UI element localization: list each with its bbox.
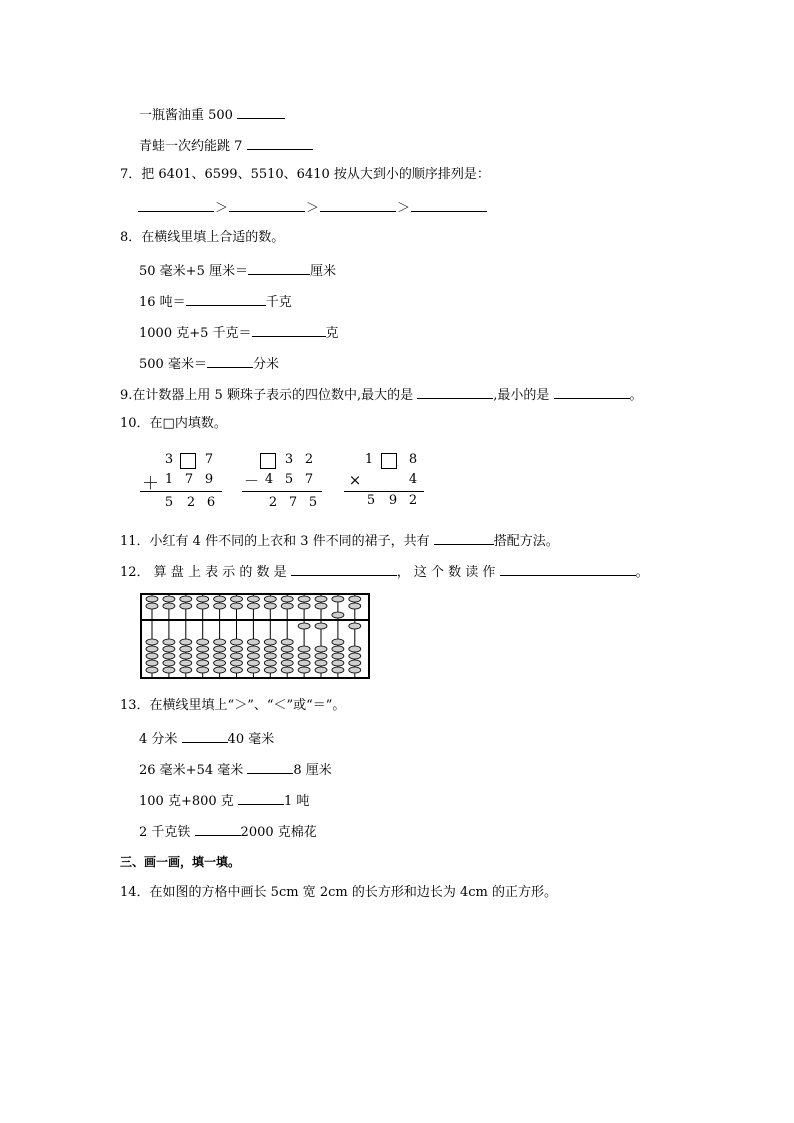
abacus-bead (349, 660, 361, 666)
abacus-bead (247, 653, 259, 659)
abacus-bead (332, 596, 344, 602)
abacus-bead (197, 639, 209, 645)
abacus-bead (180, 667, 192, 673)
abacus-bead (163, 667, 175, 673)
abacus-bead (264, 667, 276, 673)
abacus-bead (197, 653, 209, 659)
digit: 1 (164, 472, 174, 487)
abacus-bead (298, 596, 310, 602)
blank-q7-4[interactable] (411, 197, 487, 212)
blank-q7-3[interactable] (320, 197, 396, 212)
arith-problem-1 (140, 452, 230, 514)
abacus-bead (315, 646, 327, 652)
digit: 2 (268, 495, 278, 510)
abacus-bead (146, 639, 158, 645)
digit: 4 (264, 472, 274, 487)
abacus-bead (315, 660, 327, 666)
section-3-heading: 三、画一画，填一填。 (120, 855, 241, 869)
abacus-bead (231, 646, 243, 652)
abacus-bead (197, 667, 209, 673)
question-11: 11．小红有 4 件不同的上衣和 3 件不同的裙子，共有 搭配方法。 (120, 530, 559, 551)
abacus-bead (247, 646, 259, 652)
digit: 8 (408, 452, 418, 467)
q13-c: 100 克+800 克 1 吨 (139, 790, 309, 811)
blank-q13-d[interactable] (195, 821, 241, 836)
digit: 7 (304, 472, 314, 487)
difference-line (242, 491, 322, 492)
fill-box[interactable] (180, 453, 196, 469)
abacus-bead (264, 646, 276, 652)
fill-box[interactable] (260, 453, 276, 469)
blank-q13-a[interactable] (182, 728, 228, 743)
abacus-bead (214, 596, 226, 602)
abacus-bead (332, 653, 344, 659)
abacus-bead (197, 596, 209, 602)
multiply-sign: × (348, 471, 362, 489)
digit: 1 (364, 452, 374, 467)
abacus-bead (146, 646, 158, 652)
abacus-bead (281, 660, 293, 666)
abacus-bead (214, 660, 226, 666)
abacus-bead (231, 603, 243, 609)
abacus-bead (281, 653, 293, 659)
blank-q8-d[interactable] (207, 353, 253, 368)
blank-q11[interactable] (434, 530, 494, 545)
question-9: 9.在计数器上用 5 颗珠子表示的四位数中,最大的是 ,最小的是 。 (120, 384, 643, 405)
abacus-bead (349, 603, 361, 609)
question-8: 8．在横线里填上合适的数。 (120, 230, 285, 245)
blank-q7-1[interactable] (138, 197, 214, 212)
abacus-bead (214, 667, 226, 673)
abacus-bead (163, 653, 175, 659)
blank-q13-c[interactable] (238, 790, 284, 805)
abacus-bead (332, 639, 344, 645)
abacus-bead (197, 603, 209, 609)
line-soy-sauce: 一瓶酱油重 500 (139, 104, 285, 125)
blank-q7-2[interactable] (229, 197, 305, 212)
abacus-bead (163, 596, 175, 602)
blank-q9-max[interactable] (417, 384, 493, 399)
abacus-bead (298, 667, 310, 673)
digit: 9 (204, 472, 214, 487)
digit: 7 (184, 472, 194, 487)
digit: 5 (164, 495, 174, 510)
abacus-bead (264, 639, 276, 645)
plus-sign: ＋ (142, 474, 159, 494)
abacus-bead (247, 596, 259, 602)
blank-q12-reading[interactable] (500, 561, 636, 576)
digit: 7 (288, 495, 298, 510)
arith-problem-3 (344, 452, 434, 514)
abacus-bead (231, 639, 243, 645)
digit: 5 (308, 495, 318, 510)
abacus-bead (180, 603, 192, 609)
q7-order-line: ＞ ＞ ＞ (138, 197, 487, 218)
minus-sign: － (244, 472, 260, 490)
abacus-bead (214, 646, 226, 652)
q13-a: 4 分米 40 毫米 (139, 728, 274, 749)
abacus-bead (315, 603, 327, 609)
digit: 2 (304, 452, 314, 467)
abacus-bead (349, 653, 361, 659)
digit: 7 (204, 452, 214, 467)
abacus-bead (281, 596, 293, 602)
abacus-bead (349, 667, 361, 673)
abacus-bead (247, 603, 259, 609)
abacus-bead (247, 660, 259, 666)
abacus-bead (247, 667, 259, 673)
abacus-bead (298, 660, 310, 666)
q13-b: 26 毫米+54 毫米 8 厘米 (139, 759, 332, 780)
blank-q8-c[interactable] (252, 322, 326, 337)
digit: 6 (206, 495, 216, 510)
digit: 2 (408, 493, 418, 508)
digit: 9 (388, 493, 398, 508)
abacus-bead (349, 646, 361, 652)
abacus-bead (298, 646, 310, 652)
question-12: 12． 算 盘 上 表 示 的 数 是 ， 这 个 数 读 作 。 (120, 561, 649, 582)
q8-d: 500 毫米＝ 分米 (139, 353, 279, 374)
abacus-bead (163, 660, 175, 666)
abacus-bead (163, 646, 175, 652)
sum-line (140, 491, 222, 492)
digit: 2 (186, 495, 196, 510)
abacus-bead (349, 623, 361, 629)
abacus-bead (180, 639, 192, 645)
abacus-bead (146, 660, 158, 666)
abacus-bead (146, 667, 158, 673)
abacus-bead (247, 639, 259, 645)
digit: 5 (284, 472, 294, 487)
q8-a: 50 毫米+5 厘米＝ 厘米 (139, 260, 336, 281)
abacus-bead (315, 667, 327, 673)
digit: 3 (284, 452, 294, 467)
abacus-bead (332, 646, 344, 652)
abacus-bead (180, 646, 192, 652)
arith-problem-2 (242, 452, 332, 514)
abacus-bead (315, 596, 327, 602)
abacus-bead (332, 667, 344, 673)
product-line (344, 491, 424, 492)
question-13: 13．在横线里填上“＞”、“＜”或“＝”。 (120, 698, 346, 713)
abacus-bead (146, 653, 158, 659)
digit: 4 (408, 472, 418, 487)
q8-c: 1000 克+5 千克＝ 克 (139, 322, 339, 343)
abacus-bead (231, 667, 243, 673)
abacus-bead (197, 646, 209, 652)
abacus-bead (298, 623, 310, 629)
blank-q8-b[interactable] (186, 291, 266, 306)
blank-frog[interactable] (247, 135, 313, 150)
abacus-bead (332, 660, 344, 666)
abacus-bead (180, 596, 192, 602)
abacus-bead (180, 653, 192, 659)
abacus-bead (146, 596, 158, 602)
blank-q12-number[interactable] (291, 561, 397, 576)
abacus-bead (214, 653, 226, 659)
abacus-bead (281, 603, 293, 609)
digit: 5 (366, 493, 376, 508)
abacus-bead (214, 603, 226, 609)
abacus-bead (298, 603, 310, 609)
question-14: 14．在如图的方格中画长 5cm 宽 2cm 的长方形和边长为 4cm 的正方形。 (120, 885, 557, 900)
blank-soy-sauce[interactable] (237, 104, 285, 119)
abacus-figure (140, 593, 370, 679)
question-10: 10．在□内填数。 (120, 416, 227, 431)
abacus-bead (163, 603, 175, 609)
abacus-bead (315, 653, 327, 659)
abacus-bead (163, 639, 175, 645)
abacus-bead (146, 603, 158, 609)
abacus-bead (298, 653, 310, 659)
abacus-bead (264, 660, 276, 666)
abacus-bead (180, 660, 192, 666)
blank-q9-min[interactable] (554, 384, 630, 399)
abacus-bead (315, 623, 327, 629)
abacus-bead (231, 660, 243, 666)
abacus-bead (231, 596, 243, 602)
abacus-bead (349, 596, 361, 602)
abacus-bead (264, 653, 276, 659)
abacus-bead (281, 646, 293, 652)
q8-b: 16 吨＝ 千克 (139, 291, 292, 312)
fill-box[interactable] (381, 453, 397, 469)
abacus-bead (214, 639, 226, 645)
q13-d: 2 千克铁 2000 克棉花 (139, 821, 317, 842)
line-frog: 青蛙一次约能跳 7 (139, 135, 313, 156)
abacus-bead (231, 653, 243, 659)
abacus-bead (264, 596, 276, 602)
blank-q13-b[interactable] (247, 759, 293, 774)
digit: 3 (164, 452, 174, 467)
question-7: 7．把 6401、6599、5510、6410 按从大到小的顺序排列是： (120, 167, 490, 182)
blank-q8-a[interactable] (248, 260, 310, 275)
abacus-bead (281, 639, 293, 645)
abacus-bead (264, 603, 276, 609)
abacus-bead (197, 660, 209, 666)
abacus-bead (332, 612, 344, 618)
abacus-bead (281, 667, 293, 673)
